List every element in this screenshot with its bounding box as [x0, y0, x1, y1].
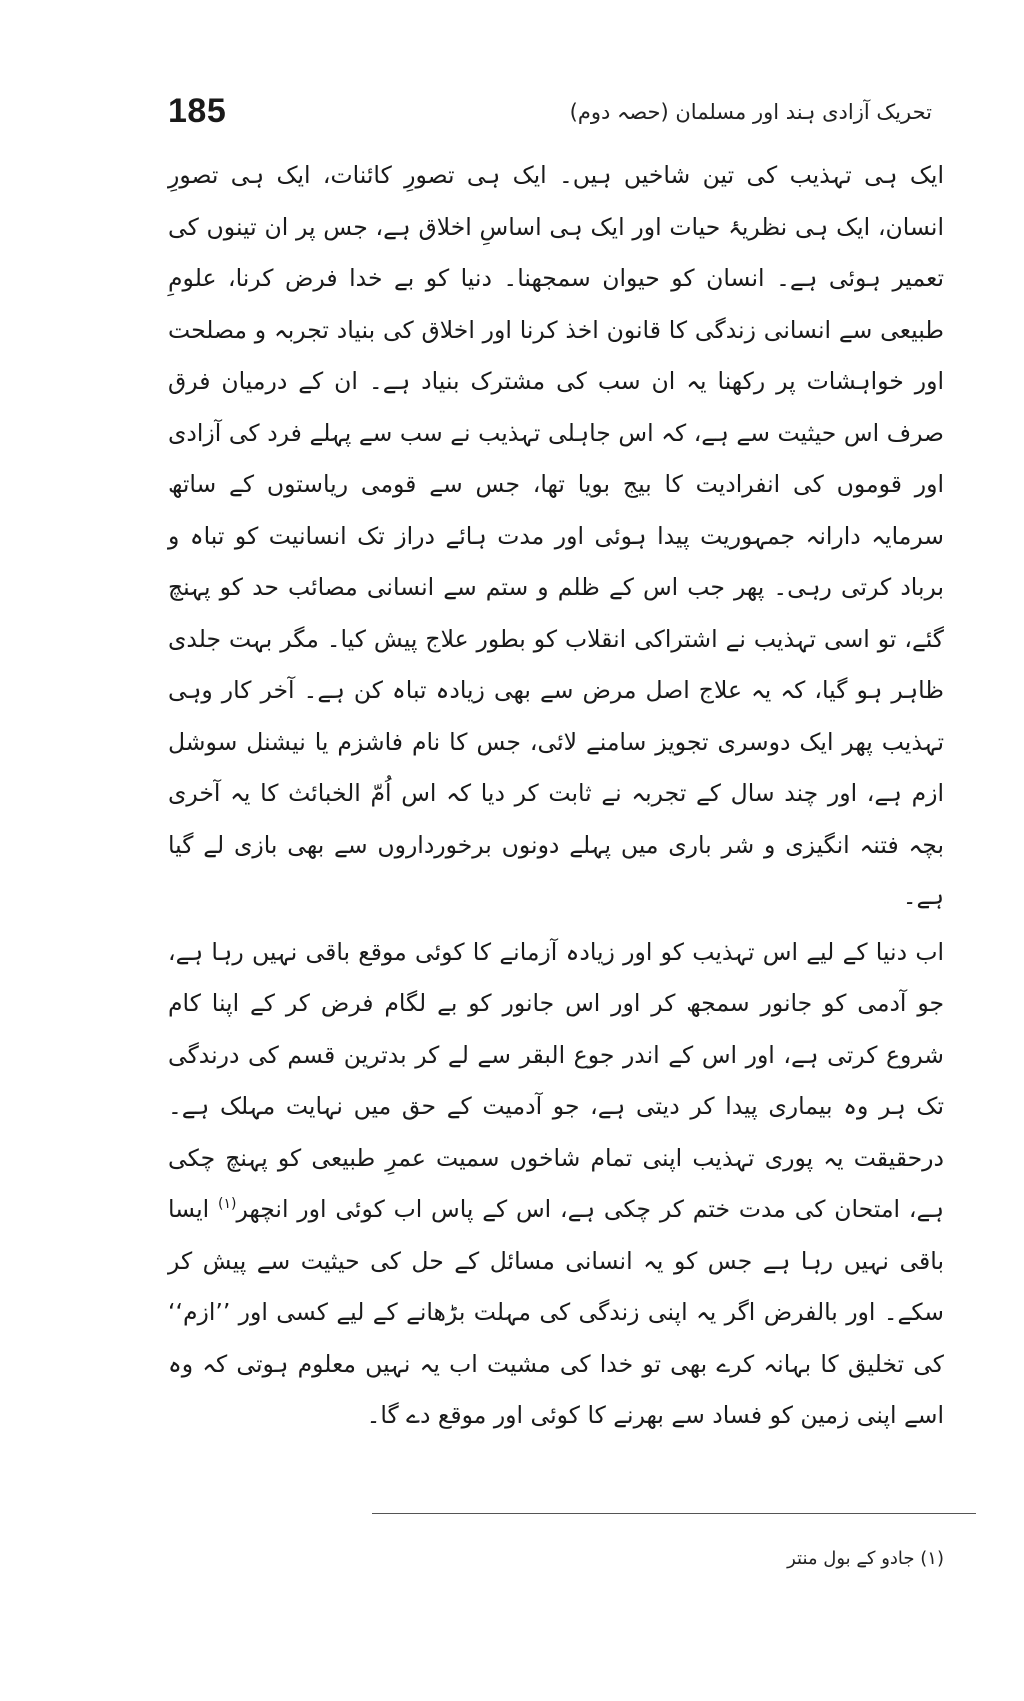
paragraph-2-text-a: اب دنیا کے لیے اس تہذیب کو اور زیادہ آزمانے کا کوئی موقع باقی نہیں رہا ہے، جو آدمی کو جانور سمجھ کر اور اس جانور کو بے لگام فرض کر کے اپنا کام شروع کرتی ہے، اور اس کے اندر جوع البقر سے لے کر بدترین قسم کی درندگی تک ہر وہ بیماری پیدا کر دیتی ہے، جو آدمیت کے حق میں نہایت مہلک ہے۔ درحقیقت یہ پوری تہذیب اپنی تمام شاخوں سمیت عمرِ طبیعی کو پہنچ چکی ہے، امتحان کی مدت ختم کر چکی ہے، اس کے پاس اب کوئی اور انچھر — [168, 937, 944, 1223]
paragraph-2-text-b: ایسا باقی نہیں رہا ہے جس کو یہ انسانی مسائل کے حل کی حیثیت سے پیش کر سکے۔ اور بالفرض اگر یہ اپنی زندگی کی مہلت بڑھانے کے لیے کسی اور ’’ازم‘‘ کی تخلیق کا بہانہ کرے بھی تو خدا کی مشیت اب یہ نہیں معلوم ہوتی کہ وہ اسے اپنی زمین کو فساد سے بھرنے کا کوئی اور موقع دے گا۔ — [168, 1195, 944, 1429]
page-number: 185 — [168, 92, 227, 130]
footnote-marker: (۱) — [920, 1548, 944, 1569]
footnote-divider — [372, 1513, 976, 1514]
paragraph-1: ایک ہی تہذیب کی تین شاخیں ہیں۔ ایک ہی تصورِ کائنات، ایک ہی تصورِ انسان، ایک ہی نظریۂ حیات اور ایک ہی اساسِ اخلاق ہے، جس پر ان تینوں کی تعمیر ہوئی ہے۔ انسان کو حیوان سمجھنا۔ دنیا کو بے خدا فرض کرنا، علومِ طبیعی سے انسانی زندگی کا قانون اخذ کرنا اور اخلاق کی بنیاد تجربہ و مصلحت اور خواہشات پر رکھنا یہ ان سب کی مشترک بنیاد ہے۔ ان کے درمیان فرق صرف اس حیثیت سے ہے، کہ اس جاہلی تہذیب نے سب سے پہلے فرد کی آزادی اور قوموں کی انفرادیت کا بیج بویا تھا، جس سے قومی ریاستوں کے ساتھ سرمایہ دارانہ جمہوریت پیدا ہوئی اور مدت ہائے دراز تک انسانیت کو تباہ و برباد کرتی رہی۔ پھر جب اس کے ظلم و ستم سے انسانی مصائب حد کو پہنچ گئے، تو اسی تہذیب نے اشتراکی انقلاب کو بطور علاج پیش کیا۔ مگر بہت جلدی ظاہر ہو گیا، کہ یہ علاج اصل مرض سے بھی زیادہ تباہ کن ہے۔ آخر کار وہی تہذیب پھر ایک دوسری تجویز سامنے لائی، جس کا نام فاشزم یا نیشنل سوشل ازم ہے، اور چند سال کے تجربہ نے ثابت کر دیا کہ اس اُمّ الخبائث کا یہ آخری بچہ فتنہ انگیزی و شر باری میں پہلے دونوں برخورداروں سے بھی بازی لے گیا ہے۔ — [168, 161, 944, 910]
footnote-reference: (۱) — [218, 1196, 237, 1213]
footnote — [787, 1548, 944, 1569]
footnote-text: جادو کے بول منتر — [787, 1548, 915, 1569]
running-header-title: تحریک آزادی ہند اور مسلمان (حصہ دوم) — [569, 100, 932, 124]
body-text — [168, 150, 944, 1442]
paragraph-2 — [168, 927, 944, 1442]
